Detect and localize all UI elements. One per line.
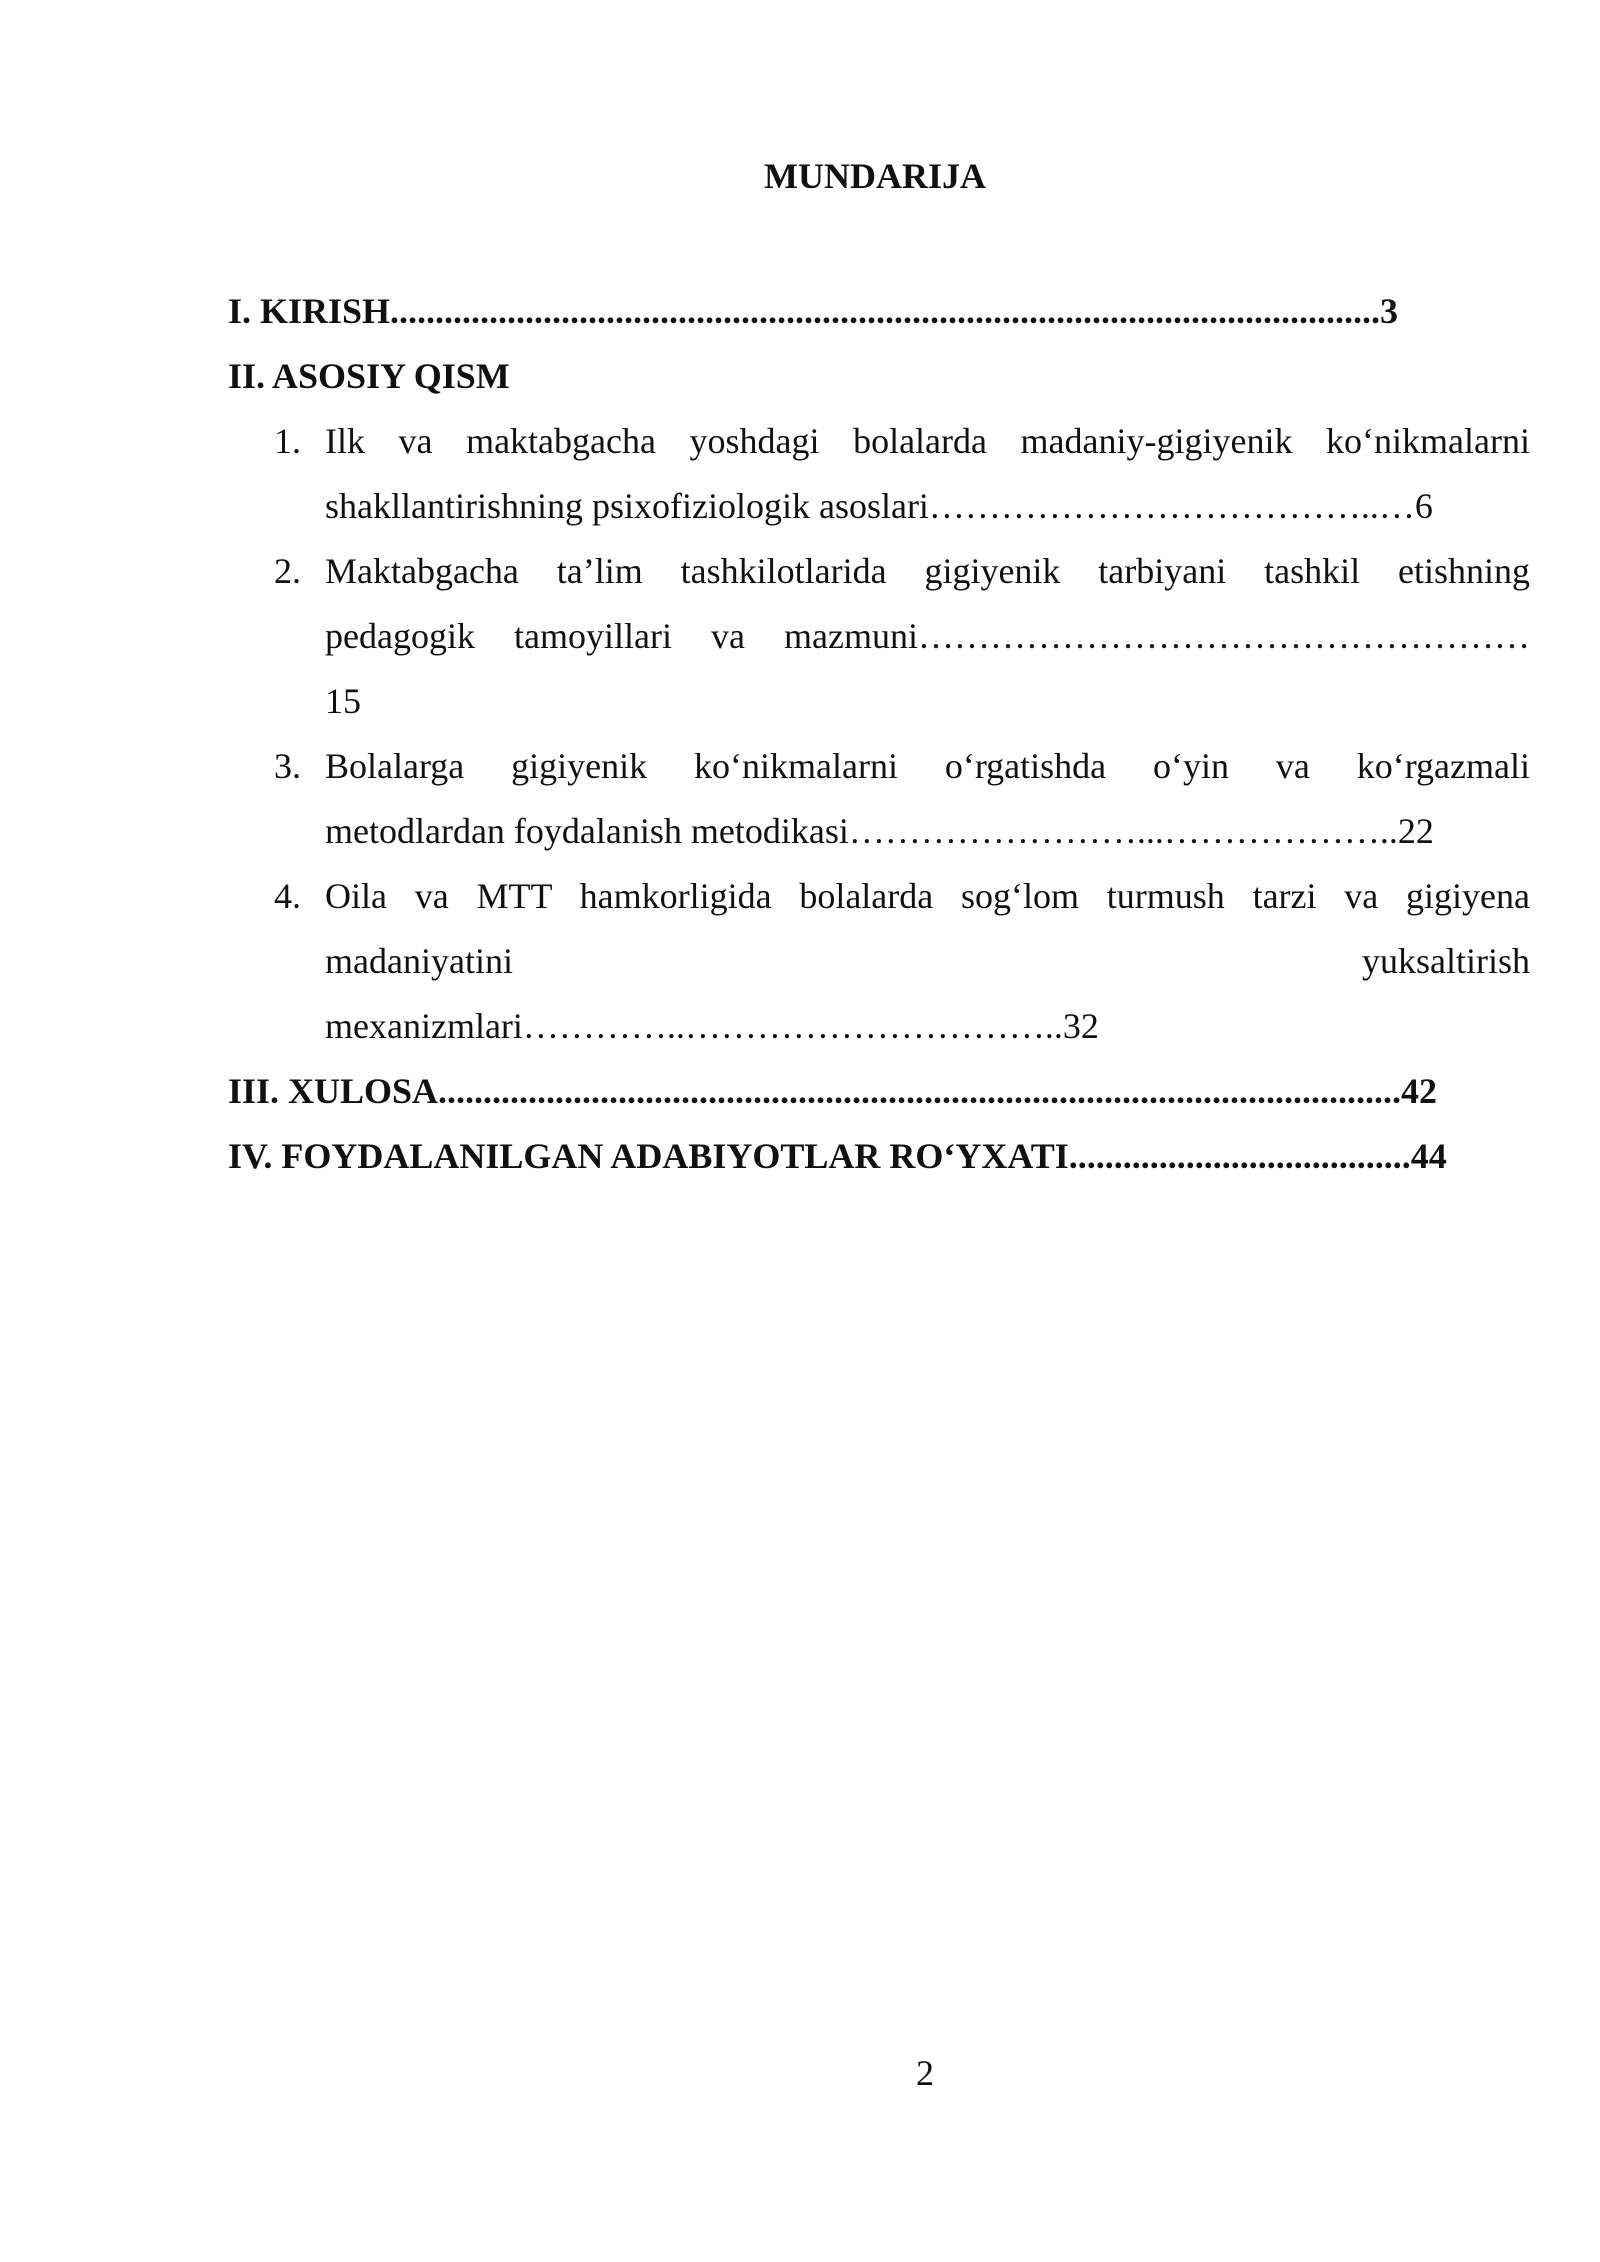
toc-subentry-line: shakllantirishning psixofiziologik asoslari………………………………..…6 — [325, 486, 1433, 526]
toc-subentry-line: Ilk va maktabgacha yoshdagi bolalarda madaniy-gigiyenik ko‘nikmalarni — [325, 421, 1530, 461]
page-title: MUNDARIJA — [764, 156, 986, 196]
toc-entry-adabiyotlar[interactable]: IV. FOYDALANILGAN ADABIYOTLAR RO‘YXATI......................................44 — [228, 1136, 1447, 1176]
toc-subentry-line: metodlardan foydalanish metodikasi……………………...………………..22 — [325, 811, 1434, 851]
toc-subentry-4[interactable] — [228, 864, 1530, 1059]
table-of-contents — [228, 279, 1530, 1189]
toc-subentry-1[interactable] — [228, 409, 1530, 539]
toc-subentry-line: Bolalarga gigiyenik ko‘nikmalarni o‘rgatishda o‘yin va ko‘rgazmali — [325, 746, 1530, 786]
toc-subentry-number: 1. — [274, 421, 301, 461]
toc-subentry-line: pedagogik tamoyillari va mazmuni…………………………………………… — [325, 616, 1530, 656]
toc-subentry-3[interactable] — [228, 734, 1530, 864]
toc-subentry-line: madaniyatini yuksaltirish — [325, 941, 1530, 981]
toc-subentry-page: 15 — [325, 681, 361, 721]
toc-entry-kirish[interactable]: I. KIRISH..............................................................................................................3 — [228, 291, 1399, 331]
toc-subentry-2[interactable] — [228, 539, 1530, 734]
page-number: 2 — [916, 2053, 934, 2093]
toc-subentry-line: Oila va MTT hamkorligida bolalarda sog‘lom turmush tarzi va gigiyena — [325, 876, 1530, 916]
toc-entry-xulosa[interactable]: III. XULOSA...........................................................................................................42 — [228, 1071, 1438, 1111]
toc-subentry-line: Maktabgacha ta’lim tashkilotlarida gigiyenik tarbiyani tashkil etishning — [325, 551, 1530, 591]
toc-subentry-number: 4. — [274, 876, 301, 916]
toc-heading-asosiy-qism[interactable]: II. ASOSIY QISM — [228, 356, 510, 396]
toc-subentry-number: 2. — [274, 551, 301, 591]
toc-subentry-line: mexanizmlari…………..…………………………..32 — [325, 1006, 1099, 1046]
toc-subentry-number: 3. — [274, 746, 301, 786]
